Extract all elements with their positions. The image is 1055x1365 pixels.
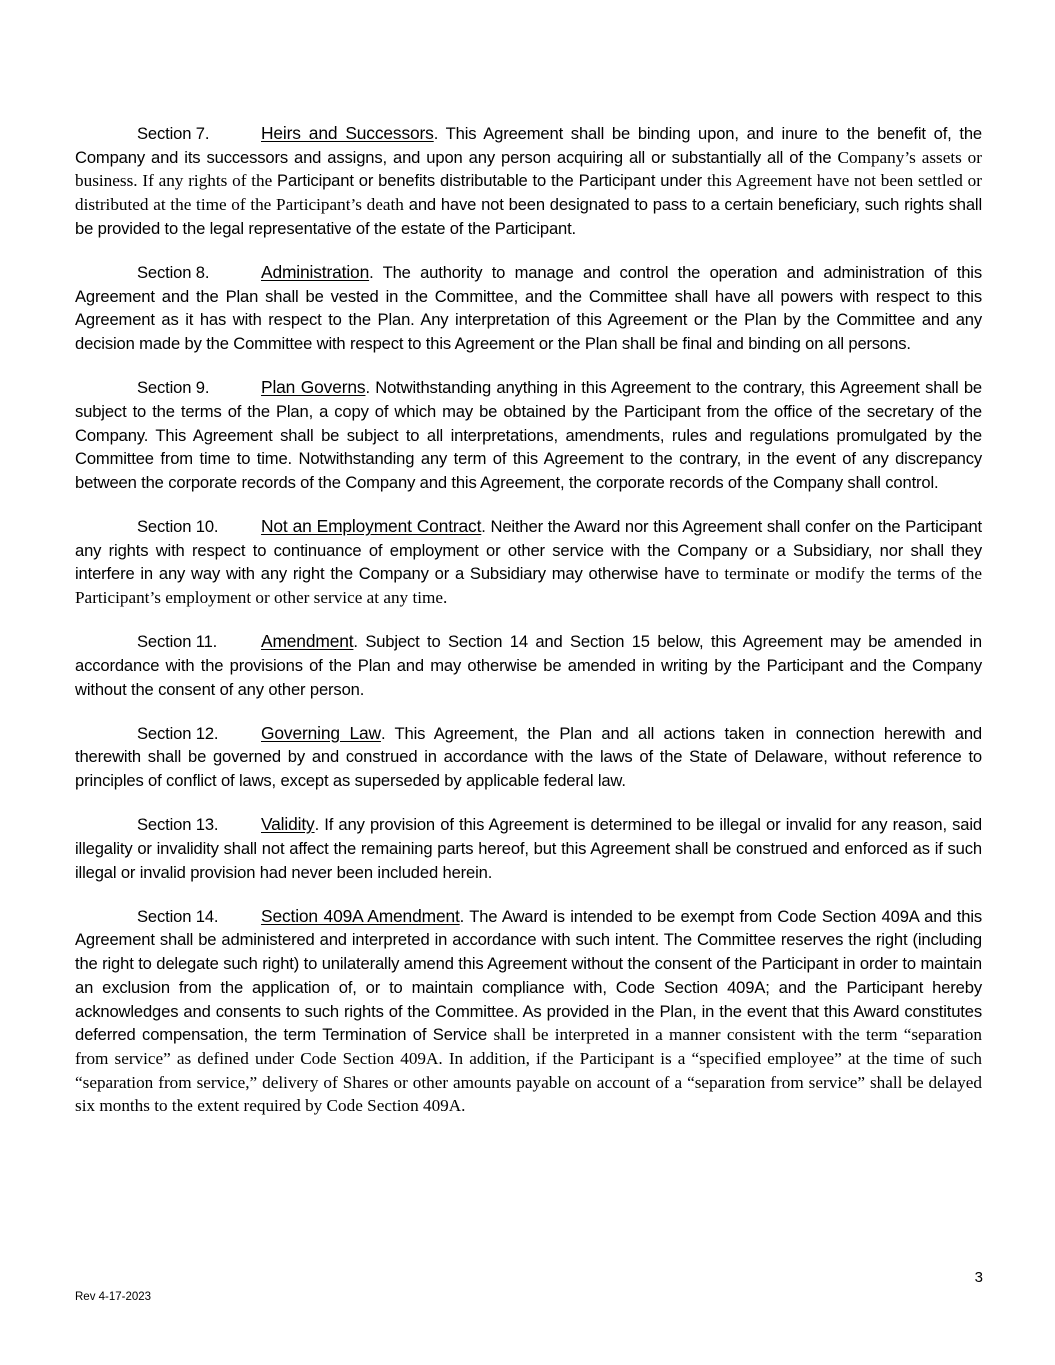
section-body: this Agreement have not been settled or distributed at the time of the Participant’s death bbox=[75, 171, 982, 215]
section-body: to terminate or modify the terms of the Participant’s employment or other service at any time. bbox=[75, 564, 982, 608]
section-body: Participant or benefits distributable to the Participant under bbox=[277, 171, 707, 191]
section-title: Amendment bbox=[261, 631, 354, 652]
section-body: Company’s assets or business. If any rights of the bbox=[75, 147, 982, 191]
section-number: Section 14. bbox=[137, 906, 219, 926]
section-number: Section 8. bbox=[137, 262, 210, 282]
revision-date: Rev 4-17-2023 bbox=[75, 1291, 152, 1303]
section-10 bbox=[75, 515, 982, 610]
section-title: Governing Law bbox=[261, 722, 381, 743]
section-title: Administration bbox=[261, 261, 370, 282]
section-7 bbox=[75, 122, 982, 241]
section-title: Plan Governs bbox=[261, 377, 366, 398]
section-body: . Neither the Award nor this Agreement shall confer on the Participant any rights with respect to continuance of employment or other service with the Company or a Subsidiary, nor shall they interfere in any way with any right the Company or a Subsidiary may otherwise have bbox=[75, 517, 982, 584]
section-body: . Notwithstanding anything in this Agreement to the contrary, this Agreement shall be subject to the terms of the Plan, a copy of which may be obtained by the Participant from the office of the secretary of the Company. This Agreement shall be subject to all interpretations, amendments, rules and regulations promulgated by the Committee from time to time. Notwithstanding any term of this Agreement to the contrary, in the event of any discrepancy between the corporate records of the Company and this Agreement, the corporate records of the Company shall control. bbox=[75, 378, 982, 492]
section-number: Section 12. bbox=[137, 723, 219, 743]
section-number: Section 7. bbox=[137, 124, 210, 143]
page-number: 3 bbox=[974, 1269, 983, 1286]
section-title: Validity bbox=[261, 814, 315, 835]
section-11 bbox=[75, 630, 982, 701]
section-number: Section 9. bbox=[137, 378, 210, 398]
section-body: . This Agreement shall be binding upon, and inure to the benefit of, the Company and its successors and assigns, and upon any person acquiring all or substantially all of the bbox=[75, 124, 982, 167]
section-12 bbox=[75, 722, 982, 793]
document-page bbox=[75, 122, 982, 1138]
section-9 bbox=[75, 376, 982, 495]
section-body: shall be interpreted in a manner consistent with the term “separation from service” as defined under Code Section 409A. In addition, if the Participant is a “specified employee” at the time of such “separation from service,” delivery of Shares or other amounts payable on account of a “separation from service” shall be delayed six months to the extent required by Code Section 409A. bbox=[75, 1025, 982, 1116]
section-body: . The authority to manage and control the operation and administration of this Agreement and the Plan shall be vested in the Committee, and the Committee shall have all powers with respect to this Agreement as it has with respect to the Plan. Any interpretation of this Agreement or the Plan by the Committee and any decision made by the Committee with respect to this Agreement or the Plan shall be final and binding on all persons. bbox=[75, 262, 982, 354]
section-body: and have not been designated to pass to a certain beneficiary, such rights shall be provided to the legal representative of the estate of the Participant. bbox=[75, 195, 982, 238]
section-body: . Subject to Section 14 and Section 15 below, this Agreement may be amended in accordance with the provisions of the Plan and may otherwise be amended in writing by the Participant and the Company without the consent of any other person. bbox=[75, 632, 982, 699]
section-title: Heirs and Successors bbox=[261, 123, 434, 143]
section-body: . This Agreement, the Plan and all actions taken in connection herewith and therewith shall be governed by and construed in accordance with the laws of the State of Delaware, without reference to principles of conflict of laws, except as superseded by applicable federal law. bbox=[75, 723, 982, 791]
section-body: . The Award is intended to be exempt from Code Section 409A and this Agreement shall be administered and interpreted in accordance with such intent. The Committee reserves the right (including the right to delegate such right) to unilaterally amend this Agreement without the consent of the Participant in order to maintain an exclusion from the application of, or to maintain compliance with, Code Section 409A; and the Participant hereby acknowledges and consents to such rights of the Committee. As provided in the Plan, in the event that this Award constitutes deferred compensation, the term Termination of Service bbox=[75, 906, 983, 1045]
section-number: Section 13. bbox=[137, 815, 219, 835]
section-title: Section 409A Amendment bbox=[261, 905, 460, 926]
section-body: . If any provision of this Agreement is determined to be illegal or invalid for any reason, said illegality or invalidity shall not affect the remaining parts hereof, but this Agreement shall be construed and enforced as if such illegal or invalid provision had never been included herein. bbox=[75, 815, 982, 882]
section-14 bbox=[75, 905, 982, 1118]
section-number: Section 11. bbox=[137, 632, 218, 652]
section-8 bbox=[75, 261, 982, 356]
section-title: Not an Employment Contract bbox=[261, 516, 482, 537]
section-number: Section 10. bbox=[137, 517, 219, 537]
section-13 bbox=[75, 813, 982, 884]
